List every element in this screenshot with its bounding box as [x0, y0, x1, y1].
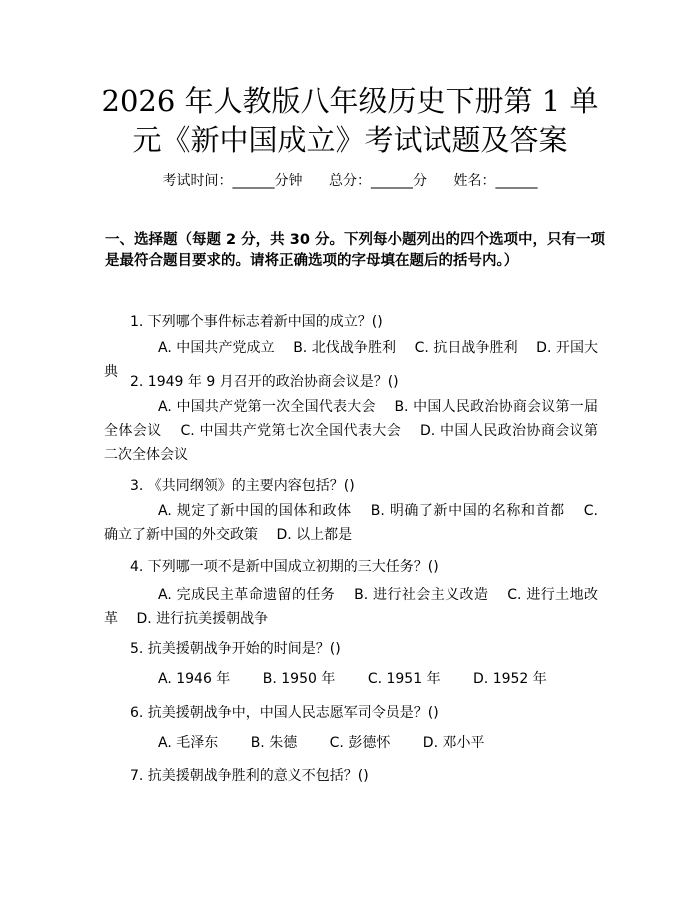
section-heading: 一、选择题（每题 2 分，共 30 分。下列每小题列出的四个选项中，只有一项是最符合题目要求的。请将正确选项的字母填在题后的括号内。） [105, 232, 605, 269]
q2-option-c: C. 中国共产党第七次全国代表大会 [180, 423, 402, 439]
question-1: 1. 下列哪个事件标志着新中国的成立？() [130, 314, 383, 330]
q3-option-b: B. 明确了新中国的名称和首都 [370, 503, 565, 519]
q5-option-c: C. 1951 年 [367, 671, 441, 687]
q5-option-a: A. 1946 年 [158, 671, 231, 687]
question-5-options [104, 667, 598, 691]
q4-option-a: A. 完成民主革命遗留的任务 [158, 587, 336, 603]
q2-option-b: B. 中国人民政治协商会议第一届全体会议 [104, 399, 598, 439]
total-score-field: 总分：______分 [329, 173, 427, 189]
q6-option-b: B. 朱德 [250, 735, 298, 751]
q3-option-a: A. 规定了新中国的国体和政体 [158, 503, 352, 519]
q1-option-d: D. 开国大典 [104, 340, 599, 380]
exam-time-field: 考试时间：______分钟 [162, 173, 303, 189]
question-3-options [104, 499, 598, 547]
q3-option-d: D. 以上都是 [276, 527, 353, 543]
q4-option-c: C. 进行土地改革 [104, 587, 599, 627]
question-4: 4. 下列哪一项不是新中国成立初期的三大任务？() [130, 559, 439, 575]
q3-option-c: C. 确立了新中国的外交政策 [104, 503, 598, 543]
q5-option-d: D. 1952 年 [473, 671, 547, 687]
q1-option-a: A. 中国共产党成立 [158, 340, 275, 356]
q2-option-d: D. 中国人民政治协商会议第二次全体会议 [104, 423, 599, 463]
q4-option-b: B. 进行社会主义改造 [354, 587, 489, 603]
question-5: 5. 抗美援朝战争开始的时间是？() [130, 641, 341, 657]
page-title: 2026 年人教版八年级历史下册第 1 单元《新中国成立》考试试题及答案 [101, 84, 599, 157]
question-2: 2. 1949 年 9 月召开的政治协商会议是？() [130, 374, 399, 390]
question-3: 3. 《共同纲领》的主要内容包括？() [130, 478, 355, 494]
q1-option-c: C. 抗日战争胜利 [414, 340, 518, 356]
question-4-options [104, 583, 598, 631]
q2-option-a: A. 中国共产党第一次全国代表大会 [158, 399, 376, 415]
question-6-options [104, 731, 598, 755]
question-6: 6. 抗美援朝战争中，中国人民志愿军司令员是？() [130, 705, 439, 721]
q6-option-d: D. 邓小平 [422, 735, 485, 751]
q6-option-c: C. 彭德怀 [329, 735, 391, 751]
q6-option-a: A. 毛泽东 [158, 735, 219, 751]
question-2-options [104, 395, 598, 467]
student-name-field: 姓名：______ [453, 173, 538, 189]
q1-option-b: B. 北伐战争胜利 [293, 340, 397, 356]
exam-meta [0, 170, 700, 190]
q5-option-b: B. 1950 年 [262, 671, 336, 687]
question-7: 7. 抗美援朝战争胜利的意义不包括？() [130, 768, 369, 784]
q4-option-d: D. 进行抗美援朝战争 [136, 611, 269, 627]
